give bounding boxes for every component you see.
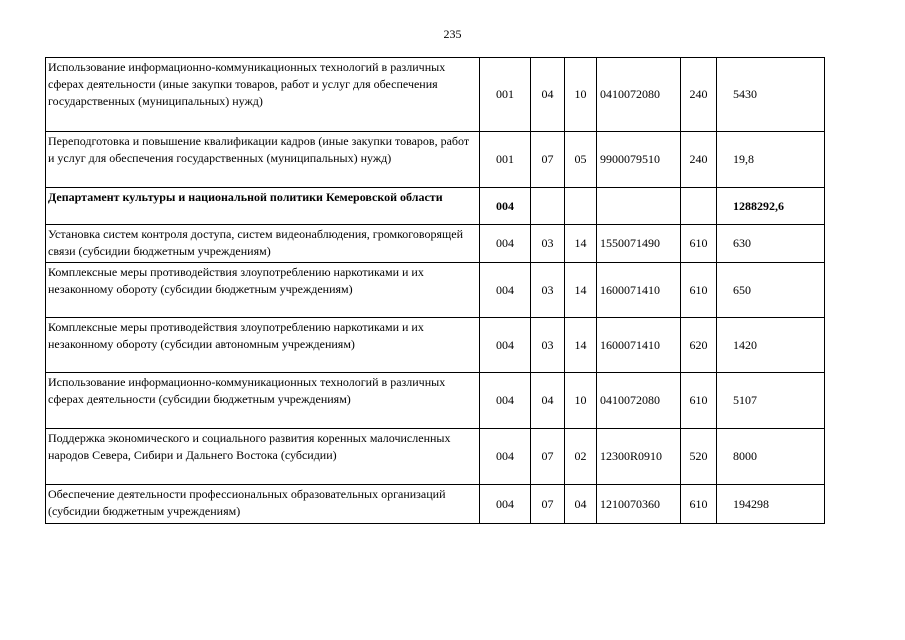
cell-amount: 630 xyxy=(717,225,825,263)
cell-gr-code: 004 xyxy=(480,429,531,485)
row-description: Установка систем контроля доступа, систем видеонаблюдения, громкоговорящей связи (субсидии бюджетным учреждениям) xyxy=(46,225,480,263)
cell-amount: 19,8 xyxy=(717,132,825,188)
cell-gr-code: 004 xyxy=(480,318,531,373)
table-row xyxy=(46,132,825,188)
row-description: Комплексные меры противодействия злоупотреблению наркотиками и их незаконному обороту (субсидии автономным учреждениям) xyxy=(46,318,480,373)
cell-gr-code: 004 xyxy=(480,188,531,225)
cell-expense-type: 620 xyxy=(681,318,717,373)
cell-target-article: 1550071490 xyxy=(597,225,681,263)
cell-gr-code: 001 xyxy=(480,58,531,132)
table-row xyxy=(46,58,825,132)
cell-expense-type xyxy=(681,188,717,225)
cell-gr-code: 004 xyxy=(480,373,531,429)
table-row xyxy=(46,225,825,263)
row-description: Использование информационно-коммуникационных технологий в различных сферах деятельности (субсидии бюджетным учреждениям) xyxy=(46,373,480,429)
cell-gr-code: 004 xyxy=(480,485,531,524)
row-description: Поддержка экономического и социального развития коренных малочисленных народов Севера, Сибири и Дальнего Востока (субсидии) xyxy=(46,429,480,485)
row-description: Использование информационно-коммуникационных технологий в различных сферах деятельности (иные закупки товаров, работ и услуг для обеспечения государственных (муниципальных) нужд) xyxy=(46,58,480,132)
cell-expense-type: 520 xyxy=(681,429,717,485)
cell-target-article: 9900079510 xyxy=(597,132,681,188)
cell-subsection-code: 04 xyxy=(565,485,597,524)
cell-gr-code: 004 xyxy=(480,225,531,263)
cell-amount: 1420 xyxy=(717,318,825,373)
cell-subsection-code: 14 xyxy=(565,225,597,263)
row-description: Комплексные меры противодействия злоупотреблению наркотиками и их незаконному обороту (субсидии бюджетным учреждениям) xyxy=(46,263,480,318)
row-description: Обеспечение деятельности профессиональных образовательных организаций (субсидии бюджетным учреждениям) xyxy=(46,485,480,524)
page-number: 235 xyxy=(443,27,462,41)
cell-target-article: 0410072080 xyxy=(597,58,681,132)
cell-amount: 5430 xyxy=(717,58,825,132)
cell-section-code: 03 xyxy=(531,318,565,373)
row-description: Департамент культуры и национальной политики Кемеровской области xyxy=(46,188,480,225)
cell-expense-type: 240 xyxy=(681,132,717,188)
cell-subsection-code: 02 xyxy=(565,429,597,485)
cell-gr-code: 004 xyxy=(480,263,531,318)
cell-section-code xyxy=(531,188,565,225)
cell-amount: 650 xyxy=(717,263,825,318)
table-row xyxy=(46,485,825,524)
cell-subsection-code: 05 xyxy=(565,132,597,188)
table-row xyxy=(46,188,825,225)
cell-gr-code: 001 xyxy=(480,132,531,188)
cell-target-article: 1600071410 xyxy=(597,318,681,373)
cell-target-article xyxy=(597,188,681,225)
cell-section-code: 04 xyxy=(531,373,565,429)
cell-subsection-code: 10 xyxy=(565,58,597,132)
cell-section-code: 07 xyxy=(531,132,565,188)
cell-expense-type: 610 xyxy=(681,485,717,524)
cell-section-code: 07 xyxy=(531,429,565,485)
table-row xyxy=(46,318,825,373)
cell-section-code: 03 xyxy=(531,263,565,318)
cell-subsection-code: 10 xyxy=(565,373,597,429)
table-row xyxy=(46,373,825,429)
cell-expense-type: 610 xyxy=(681,263,717,318)
cell-expense-type: 610 xyxy=(681,373,717,429)
cell-section-code: 07 xyxy=(531,485,565,524)
cell-amount: 194298 xyxy=(717,485,825,524)
cell-amount: 1288292,6 xyxy=(717,188,825,225)
cell-target-article: 12300R0910 xyxy=(597,429,681,485)
cell-amount: 5107 xyxy=(717,373,825,429)
cell-target-article: 1210070360 xyxy=(597,485,681,524)
table-row xyxy=(46,429,825,485)
budget-table-body xyxy=(46,58,825,524)
cell-subsection-code: 14 xyxy=(565,263,597,318)
cell-expense-type: 610 xyxy=(681,225,717,263)
cell-target-article: 1600071410 xyxy=(597,263,681,318)
cell-target-article: 0410072080 xyxy=(597,373,681,429)
cell-subsection-code xyxy=(565,188,597,225)
cell-section-code: 04 xyxy=(531,58,565,132)
budget-table xyxy=(45,57,825,524)
cell-subsection-code: 14 xyxy=(565,318,597,373)
cell-expense-type: 240 xyxy=(681,58,717,132)
table-row xyxy=(46,263,825,318)
cell-amount: 8000 xyxy=(717,429,825,485)
cell-section-code: 03 xyxy=(531,225,565,263)
row-description: Переподготовка и повышение квалификации кадров (иные закупки товаров, работ и услуг для обеспечения государственных (муниципальных) нужд) xyxy=(46,132,480,188)
